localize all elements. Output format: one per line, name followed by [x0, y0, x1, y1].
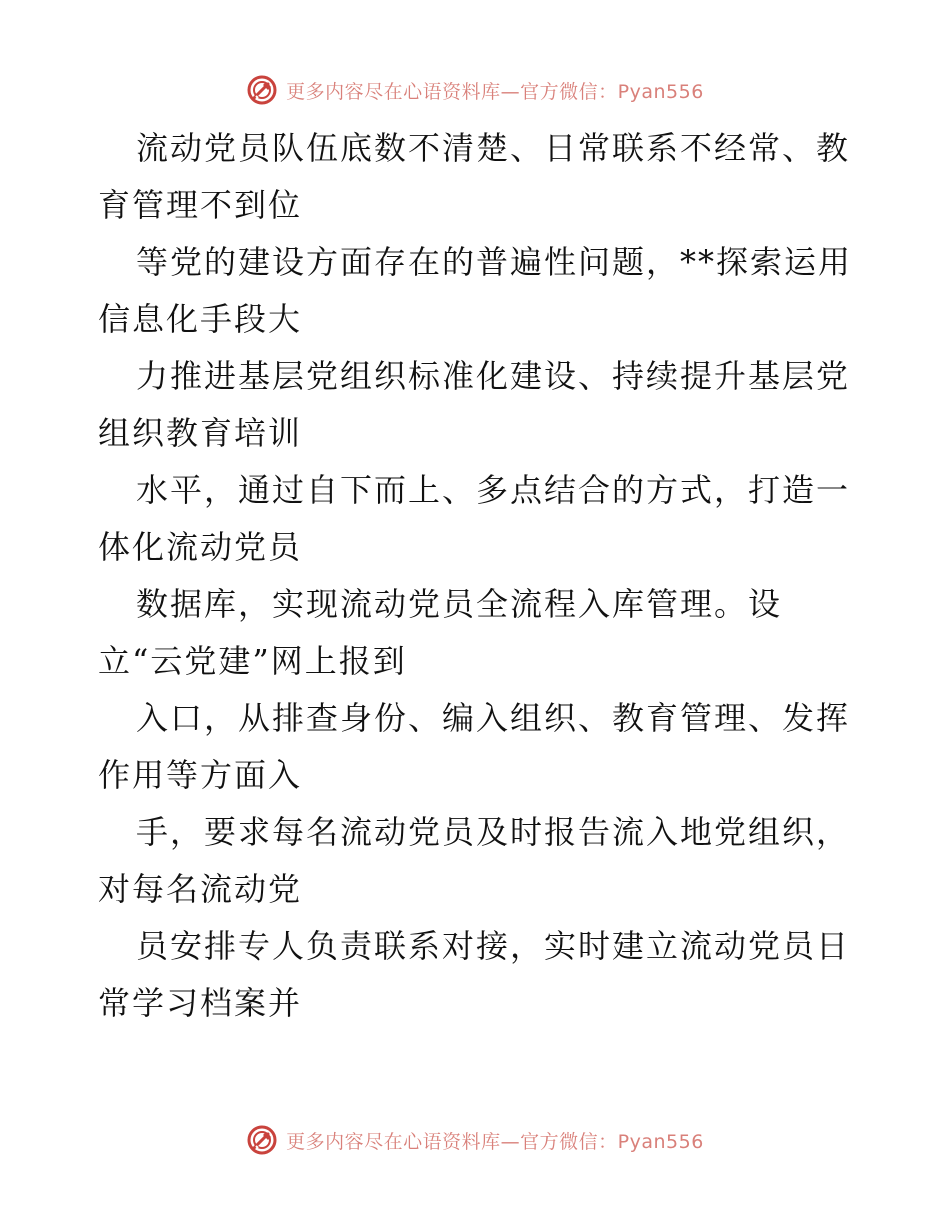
paragraph-1 — [98, 120, 858, 234]
paragraph-7-line-2: 对每名流动党 — [98, 870, 303, 908]
footer-watermark — [0, 1120, 950, 1160]
paragraph-3 — [98, 348, 858, 462]
paragraph-2 — [98, 234, 858, 348]
header-watermark — [0, 70, 950, 110]
paragraph-3-line-1: 力推进基层党组织标准化建设、持续提升基层党 — [136, 357, 851, 395]
paragraph-1-line-1: 流动党员队伍底数不清楚、日常联系不经常、教 — [136, 129, 851, 167]
paragraph-4-line-2: 体化流动党员 — [98, 528, 303, 566]
paragraph-6-line-1: 入口，从排查身份、编入组织、教育管理、发挥 — [136, 699, 851, 737]
pen-circle-logo-icon — [246, 74, 278, 106]
pen-circle-logo-icon — [246, 1124, 278, 1156]
paragraph-5 — [98, 576, 858, 690]
paragraph-2-line-1: 等党的建设方面存在的普遍性问题，**探索运用 — [136, 243, 853, 281]
header-watermark-text: 更多内容尽在心语资料库—官方微信：Pyan556 — [286, 80, 704, 103]
paragraph-3-line-2: 组织教育培训 — [98, 414, 303, 452]
paragraph-4 — [98, 462, 858, 576]
paragraph-8-line-2: 常学习档案并 — [98, 984, 303, 1022]
footer-watermark-text: 更多内容尽在心语资料库—官方微信：Pyan556 — [286, 1130, 704, 1153]
paragraph-1-line-2: 育管理不到位 — [98, 186, 303, 224]
paragraph-2-line-2: 信息化手段大 — [98, 300, 303, 338]
paragraph-8-line-1: 员安排专人负责联系对接，实时建立流动党员日 — [136, 927, 851, 965]
paragraph-4-line-1: 水平，通过自下而上、多点结合的方式，打造一 — [136, 471, 851, 509]
paragraph-7-line-1: 手，要求每名流动党员及时报告流入地党组织， — [136, 813, 851, 851]
paragraph-7 — [98, 804, 858, 918]
paragraph-8 — [98, 918, 858, 1032]
paragraph-6-line-2: 作用等方面入 — [98, 756, 303, 794]
paragraph-6 — [98, 690, 858, 804]
paragraph-5-line-2: 立“云党建”网上报到 — [98, 642, 407, 680]
document-body — [98, 120, 858, 1032]
paragraph-5-line-1: 数据库，实现流动党员全流程入库管理。设 — [136, 585, 783, 623]
